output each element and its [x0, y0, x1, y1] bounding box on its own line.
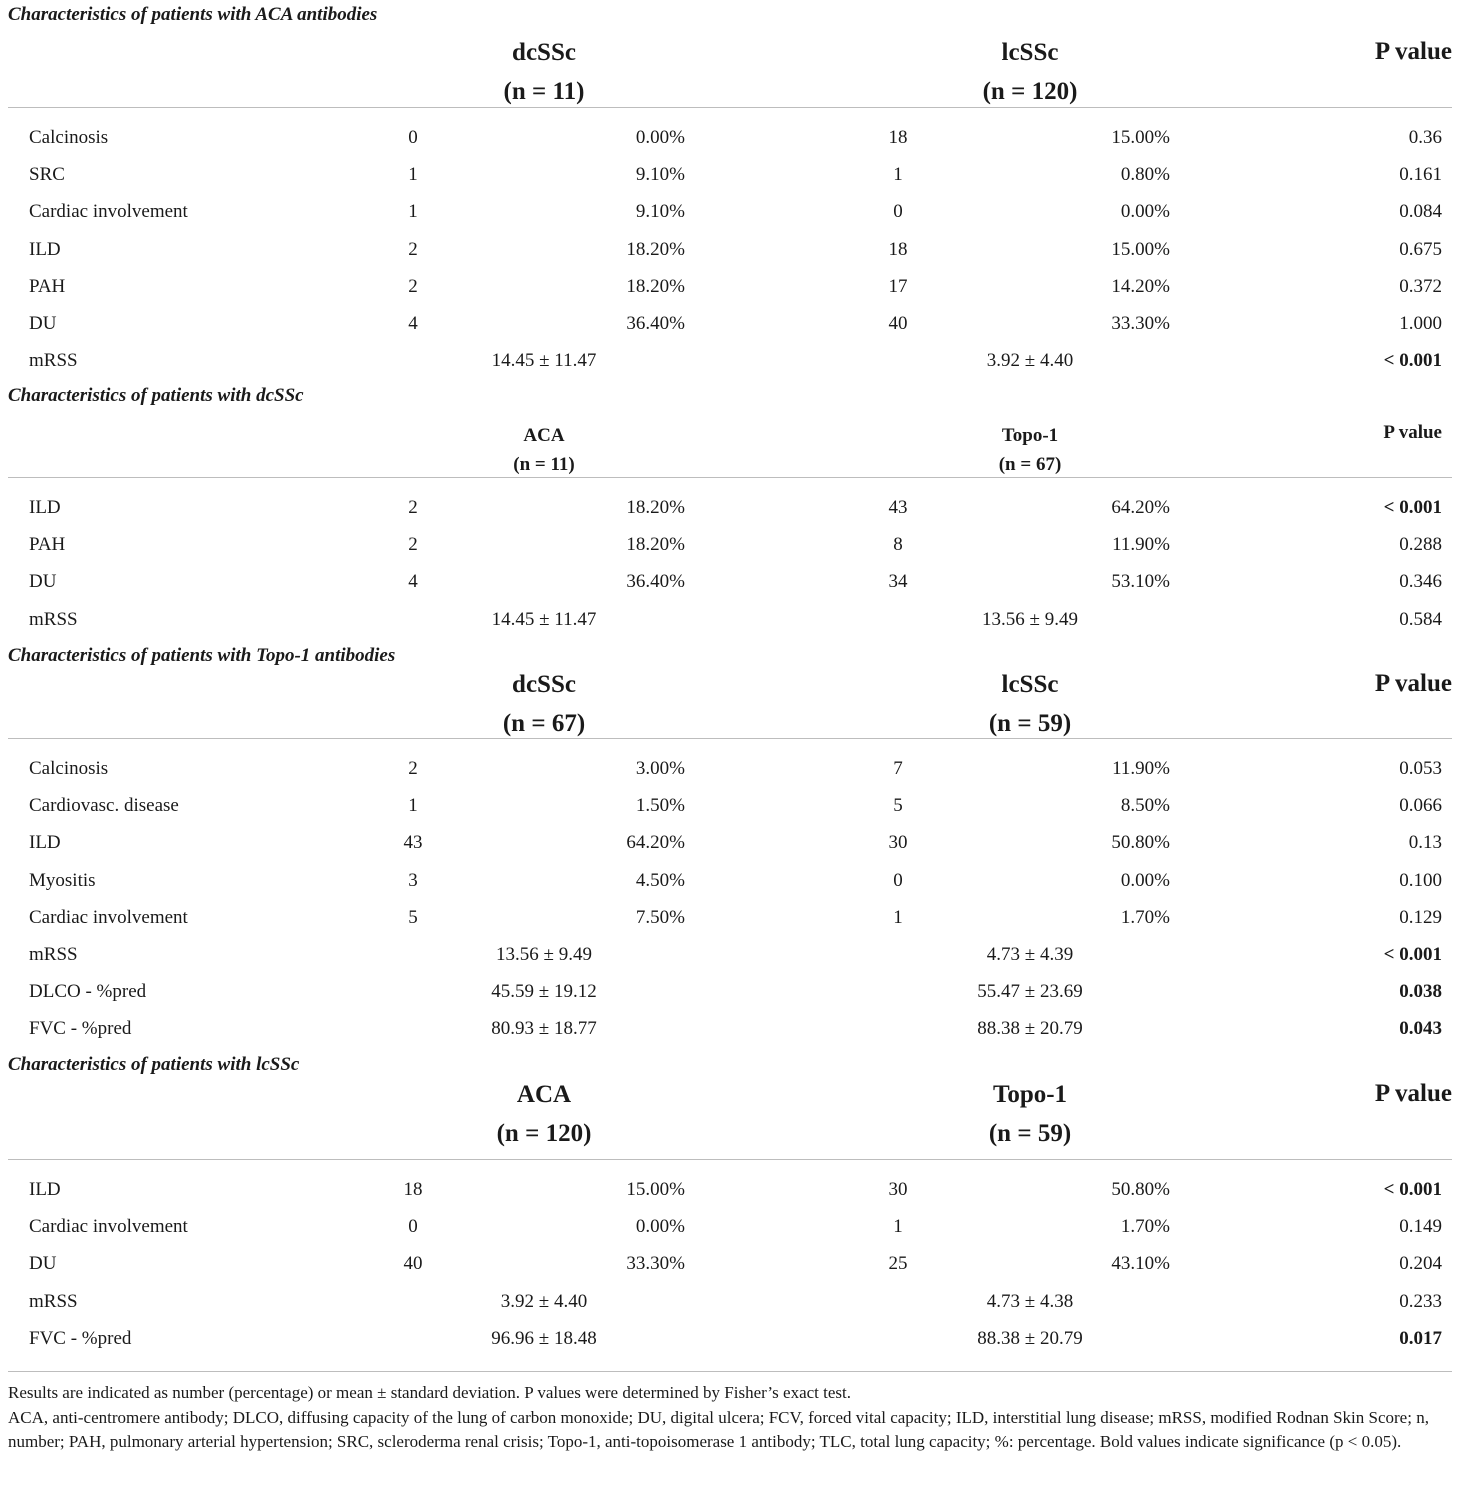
table-bottom-rule: [8, 1371, 1452, 1372]
group-header-2: [999, 421, 1062, 480]
count-group2: 7: [893, 758, 903, 779]
percent-group1: 7.50%: [635, 906, 685, 928]
p-value: 1.000: [1399, 313, 1442, 334]
group-count: (n = 120): [496, 1119, 592, 1147]
count-group2: 30: [888, 832, 908, 854]
percent-group1: 15.00%: [626, 1179, 685, 1200]
row-label: FVC - %pred: [29, 1327, 132, 1349]
row-label: DU: [29, 1253, 57, 1275]
percent-group1: 33.30%: [626, 1253, 685, 1275]
row-label: PAH: [29, 534, 66, 556]
percent-group2: 33.30%: [1111, 313, 1170, 334]
p-value: 0.13: [1408, 832, 1442, 854]
percent-group1: 36.40%: [626, 571, 685, 593]
group-header-2: [989, 666, 1071, 744]
percent-group2: 11.90%: [1112, 758, 1170, 779]
count-group1: 2: [408, 238, 418, 260]
count-group1: 18: [403, 1179, 423, 1200]
p-value: 0.066: [1399, 795, 1442, 817]
group-header-1: [504, 34, 585, 112]
mean-sd-group1: 13.56 ± 9.49: [496, 944, 592, 965]
section-title: Characteristics of patients with Topo-1 antibodies: [8, 645, 396, 666]
p-value: 0.161: [1399, 164, 1442, 186]
row-label: SRC: [29, 164, 65, 186]
table-row: [0, 1171, 1460, 1208]
count-group2: 43: [888, 497, 908, 518]
p-value: 0.36: [1408, 127, 1442, 148]
percent-group1: 36.40%: [626, 313, 685, 334]
count-group2: 34: [888, 571, 908, 593]
p-value: 0.675: [1399, 238, 1442, 260]
mean-sd-group1: 3.92 ± 4.40: [500, 1290, 588, 1312]
percent-group1: 9.10%: [635, 201, 685, 223]
percent-group2: 0.00%: [1120, 201, 1170, 223]
table-row: [0, 231, 1460, 268]
p-value: < 0.001: [1383, 350, 1442, 372]
mean-sd-group2: 13.56 ± 9.49: [982, 608, 1078, 630]
percent-group2: 15.00%: [1111, 127, 1170, 148]
percent-group1: 9.10%: [635, 164, 685, 186]
group-header-1: [513, 421, 575, 480]
group-name: Topo-1: [1001, 425, 1059, 446]
table-row: [0, 342, 1460, 379]
table-row: [0, 1320, 1460, 1357]
row-label: DU: [29, 313, 57, 334]
table-row: [0, 899, 1460, 936]
p-value: 0.204: [1399, 1253, 1442, 1275]
percent-group1: 0.00%: [635, 1216, 685, 1238]
table-row: [0, 1208, 1460, 1245]
percent-group2: 1.70%: [1120, 906, 1170, 928]
count-group1: 1: [408, 795, 418, 817]
p-value: 0.129: [1399, 906, 1442, 928]
section-title: Characteristics of patients with dcSSc: [8, 385, 304, 406]
p-value: 0.038: [1399, 981, 1442, 1003]
percent-group1: 18.20%: [626, 497, 685, 518]
p-value-header: P value: [1383, 422, 1442, 443]
count-group1: 0: [408, 127, 418, 148]
p-value: < 0.001: [1383, 944, 1442, 965]
count-group2: 25: [888, 1253, 908, 1275]
row-label: Cardiac involvement: [29, 906, 188, 928]
percent-group1: 18.20%: [626, 534, 685, 556]
count-group2: 17: [888, 275, 908, 297]
p-value: 0.100: [1399, 869, 1442, 891]
group-count: (n = 67): [502, 709, 586, 737]
p-value-header: P value: [1374, 1080, 1452, 1107]
table-row: [0, 526, 1460, 563]
group-count: (n = 59): [988, 1119, 1072, 1147]
percent-group2: 64.20%: [1111, 497, 1170, 518]
table-row: [0, 973, 1460, 1010]
table-row: [0, 1245, 1460, 1282]
p-value-header: P value: [1374, 670, 1452, 697]
count-group2: 18: [888, 127, 908, 148]
table-row: [0, 787, 1460, 824]
group-header-1: [503, 666, 585, 744]
table-row: [0, 1010, 1460, 1047]
percent-group2: 8.50%: [1120, 795, 1170, 817]
table-row: [0, 601, 1460, 638]
count-group2: 0: [893, 869, 903, 891]
count-group1: 1: [408, 164, 418, 186]
row-label: FVC - %pred: [29, 1018, 132, 1040]
group-count: (n = 67): [998, 454, 1062, 476]
count-group2: 8: [893, 534, 903, 556]
p-value: < 0.001: [1383, 1179, 1442, 1200]
group-header-1: [497, 1076, 592, 1154]
mean-sd-group1: 96.96 ± 18.48: [491, 1327, 597, 1349]
percent-group2: 50.80%: [1111, 832, 1170, 854]
p-value: 0.017: [1399, 1327, 1442, 1349]
header-divider: [8, 477, 1452, 478]
mean-sd-group2: 3.92 ± 4.40: [986, 350, 1074, 372]
footnote-abbreviations: ACA, anti-centromere antibody; DLCO, diffusing capacity of the lung of carbon monoxide; DU, digital ulcera; FCV, forced vital capacity; ILD, interstitial lung disease; mRSS, modified Rodnan Skin Score; n, number; PAH, pulmonary arterial hypertension; SRC, scleroderma renal crisis; Topo-1, anti-topoisomerase 1 antibody; TLC, total lung capacity; %: percentage. Bold values indicate significance (p < 0.05).: [8, 1407, 1429, 1452]
percent-group2: 43.10%: [1111, 1253, 1170, 1275]
percent-group1: 18.20%: [626, 238, 685, 260]
percent-group1: 4.50%: [635, 869, 685, 891]
count-group1: 2: [408, 275, 418, 297]
table-row: [0, 563, 1460, 600]
count-group1: 2: [408, 758, 418, 779]
row-label: mRSS: [29, 1290, 78, 1312]
p-value: 0.288: [1399, 534, 1442, 556]
p-value: 0.372: [1399, 275, 1442, 297]
table-row: [0, 936, 1460, 973]
p-value: 0.149: [1399, 1216, 1442, 1238]
row-label: Cardiovasc. disease: [29, 795, 179, 817]
header-divider: [8, 738, 1452, 739]
row-label: ILD: [29, 238, 61, 260]
count-group1: 40: [403, 1253, 423, 1275]
group-name: Topo-1: [992, 1081, 1068, 1108]
group-name: dcSSc: [512, 671, 576, 698]
count-group1: 0: [408, 1216, 418, 1238]
group-header-2: [989, 1076, 1071, 1154]
row-label: mRSS: [29, 608, 78, 630]
row-label: Calcinosis: [29, 127, 109, 148]
table-row: [0, 750, 1460, 787]
percent-group1: 0.00%: [635, 127, 685, 148]
percent-group1: 1.50%: [635, 795, 685, 817]
percent-group1: 3.00%: [635, 758, 685, 779]
table-row: [0, 193, 1460, 230]
table-row: [0, 156, 1460, 193]
count-group1: 43: [403, 832, 423, 854]
header-divider: [8, 1159, 1452, 1160]
p-value: < 0.001: [1383, 497, 1442, 518]
count-group1: 5: [408, 906, 418, 928]
row-label: Cardiac involvement: [29, 201, 188, 223]
group-name: lcSSc: [1001, 671, 1059, 698]
group-header-2: [983, 34, 1078, 112]
group-name: ACA: [523, 425, 565, 446]
group-name: lcSSc: [1001, 39, 1059, 66]
count-group2: 1: [893, 164, 903, 186]
count-group2: 40: [888, 313, 908, 334]
count-group1: 1: [408, 201, 418, 223]
group-count: (n = 11): [513, 454, 575, 476]
percent-group2: 0.00%: [1120, 869, 1170, 891]
percent-group2: 15.00%: [1111, 238, 1170, 260]
mean-sd-group1: 14.45 ± 11.47: [491, 350, 597, 372]
group-count: (n = 11): [503, 77, 585, 105]
row-label: mRSS: [29, 350, 78, 372]
percent-group2: 14.20%: [1111, 275, 1170, 297]
row-label: ILD: [29, 497, 61, 518]
count-group1: 4: [408, 313, 418, 334]
row-label: Cardiac involvement: [29, 1216, 188, 1238]
section-title: Characteristics of patients with lcSSc: [8, 1054, 300, 1075]
row-label: Myositis: [29, 869, 96, 891]
mean-sd-group2: 55.47 ± 23.69: [977, 981, 1083, 1003]
mean-sd-group1: 80.93 ± 18.77: [491, 1018, 597, 1040]
percent-group2: 0.80%: [1120, 164, 1170, 186]
count-group1: 2: [408, 534, 418, 556]
table-row: [0, 119, 1460, 156]
p-value: 0.084: [1399, 201, 1442, 223]
count-group1: 4: [408, 571, 418, 593]
count-group2: 0: [893, 201, 903, 223]
table-footnote: [8, 1381, 1454, 1455]
section-title: Characteristics of patients with ACA antibodies: [8, 4, 378, 25]
table-row: [0, 1283, 1460, 1320]
count-group1: 3: [408, 869, 418, 891]
row-label: Calcinosis: [29, 758, 109, 779]
count-group2: 18: [888, 238, 908, 260]
count-group2: 1: [893, 906, 903, 928]
percent-group2: 50.80%: [1111, 1179, 1170, 1200]
group-count: (n = 59): [988, 709, 1072, 737]
group-count: (n = 120): [982, 77, 1078, 105]
percent-group2: 1.70%: [1120, 1216, 1170, 1238]
percent-group1: 18.20%: [626, 275, 685, 297]
mean-sd-group2: 4.73 ± 4.39: [986, 944, 1074, 965]
mean-sd-group1: 45.59 ± 19.12: [491, 981, 597, 1003]
row-label: PAH: [29, 275, 66, 297]
row-label: ILD: [29, 832, 61, 854]
row-label: DLCO - %pred: [29, 981, 147, 1003]
count-group2: 30: [888, 1179, 908, 1200]
p-value: 0.584: [1399, 608, 1442, 630]
table-row: [0, 305, 1460, 342]
group-name: dcSSc: [512, 39, 576, 66]
count-group2: 5: [893, 795, 903, 817]
percent-group1: 64.20%: [626, 832, 685, 854]
mean-sd-group1: 14.45 ± 11.47: [491, 608, 597, 630]
p-value: 0.233: [1399, 1290, 1442, 1312]
table-row: [0, 268, 1460, 305]
mean-sd-group2: 4.73 ± 4.38: [986, 1290, 1074, 1312]
row-label: mRSS: [29, 944, 78, 965]
row-label: DU: [29, 571, 57, 593]
p-value-header: P value: [1374, 38, 1452, 65]
header-divider: [8, 107, 1452, 108]
mean-sd-group2: 88.38 ± 20.79: [977, 1018, 1083, 1040]
percent-group2: 53.10%: [1111, 571, 1170, 593]
footnote-methods: Results are indicated as number (percentage) or mean ± standard deviation. P values were determined by Fisher’s exact test.: [8, 1383, 851, 1402]
p-value: 0.053: [1399, 758, 1442, 779]
percent-group2: 11.90%: [1112, 534, 1170, 556]
table-row: [0, 862, 1460, 899]
mean-sd-group2: 88.38 ± 20.79: [977, 1327, 1083, 1349]
table-row: [0, 824, 1460, 861]
count-group1: 2: [408, 497, 418, 518]
count-group2: 1: [893, 1216, 903, 1238]
row-label: ILD: [29, 1179, 61, 1200]
group-name: ACA: [516, 1081, 572, 1108]
p-value: 0.043: [1399, 1018, 1442, 1040]
p-value: 0.346: [1399, 571, 1442, 593]
table-row: [0, 489, 1460, 526]
